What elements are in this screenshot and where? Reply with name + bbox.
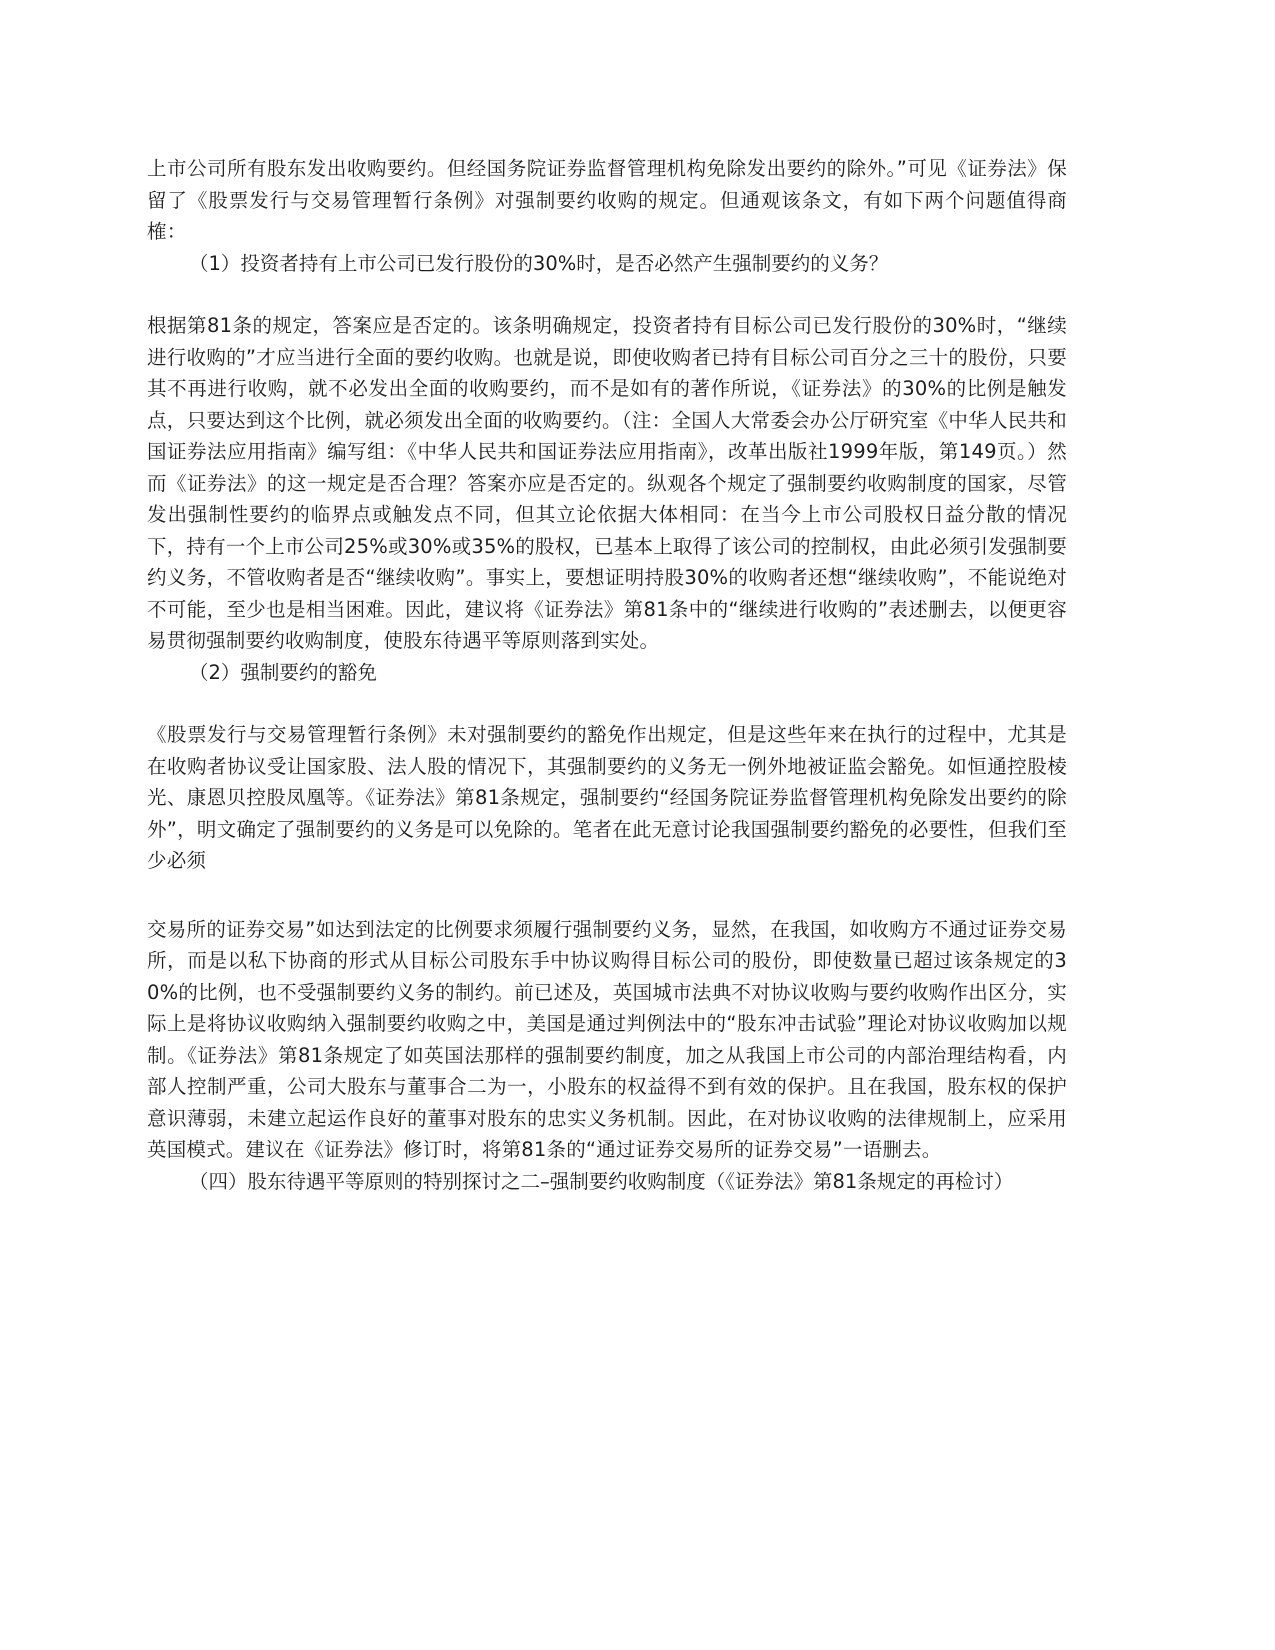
paragraph-article-81-analysis: 根据第81条的规定，答案应是否定的。该条明确规定，投资者持有目标公司已发行股份的30%时，“继续进行收购的”才应当进行全面的要约收购。也就是说，即使收购者已持有目标公司百分之三十的股份，只要其不再进行收购，就不必发出全面的收购要约，而不是如有的著作所说，《证券法》的30%的比例是触发点，只要达到这个比例，就必须发出全面的收购要约。（注：全国人大常委会办公厅研究室《中华人民共和国证券法应用指南》编写组：《中华人民共和国证券法应用指南》，改革出版社1999年版，第149页。）然而《证券法》的这一规定是否合理？答案亦应是否定的。纵观各个规定了强制要约收购制度的国家，尽管发出强制性要约的临界点或触发点不同，但其立论依据大体相同：在当今上市公司股权日益分散的情况下，持有一个上市公司25%或30%或35%的股权，已基本上取得了该公司的控制权，由此必须引发强制要约义务，不管收购者是否“继续收购”。事实上，要想证明持股30%的收购者还想“继续收购”，不能说绝对不可能，至少也是相当困难。因此，建议将《证券法》第81条中的“继续进行收购的”表述删去，以便更容易贯彻强制要约收购制度，使股东待遇平等原则落到实处。 bbox=[147, 314, 1067, 652]
paragraph-exemption: 《股票发行与交易管理暂行条例》未对强制要约的豁免作出规定，但是这些年来在执行的过程中，尤其是在收购者协议受让国家股、法人股的情况下，其强制要约的义务无一例外地被证监会豁免。如恒通控股棱光、康恩贝控股凤凰等。《证券法》第81条规定，强制要约“经国务院证券监督管理机构免除发出要约的除外”，明文确定了强制要约的义务是可以免除的。笔者在此无意讨论我国强制要约豁免的必要性，但我们至少必须 bbox=[147, 723, 1067, 872]
paragraph-mandatory-offer-intro: 上市公司所有股东发出收购要约。但经国务院证券监督管理机构免除发出要约的除外。”可见《证券法》保留了《股票发行与交易管理暂行条例》对强制要约收购的规定。但通观该条文，有如下两个问题值得商榷： bbox=[147, 157, 1067, 243]
paragraph-gap bbox=[147, 279, 1067, 310]
paragraph-gap bbox=[147, 877, 1067, 914]
heading-section-4: （四）股东待遇平等原则的特别探讨之二–强制要约收购制度（《证券法》第81条规定的再检讨） bbox=[189, 1169, 1014, 1193]
heading-question-1: （1）投资者持有上市公司已发行股份的30%时，是否必然产生强制要约的义务？ bbox=[189, 251, 889, 275]
document-body bbox=[147, 153, 1067, 1197]
paragraph-gap bbox=[147, 688, 1067, 719]
paragraph-agreement-acquisition: 交易所的证券交易”如达到法定的比例要求须履行强制要约义务，显然，在我国，如收购方不通过证券交易所，而是以私下协商的形式从目标公司股东手中协议购得目标公司的股份，即使数量已超过该条规定的30%的比例，也不受强制要约义务的制约。前已述及，英国城市法典不对协议收购与要约收购作出区分，实际上是将协议收购纳入强制要约收购之中，美国是通过判例法中的“股东冲击试验”理论对协议收购加以规制。《证券法》第81条规定了如英国法那样的强制要约制度，加之从我国上市公司的内部治理结构看，内部人控制严重，公司大股东与董事合二为一，小股东的权益得不到有效的保护。且在我国，股东权的保护意识薄弱，未建立起运作良好的董事对股东的忠实义务机制。因此，在对协议收购的法律规制上，应采用英国模式。建议在《证券法》修订时，将第81条的“通过证券交易所的证券交易”一语删去。 bbox=[147, 917, 1067, 1161]
heading-question-2: （2）强制要约的豁免 bbox=[189, 660, 377, 684]
